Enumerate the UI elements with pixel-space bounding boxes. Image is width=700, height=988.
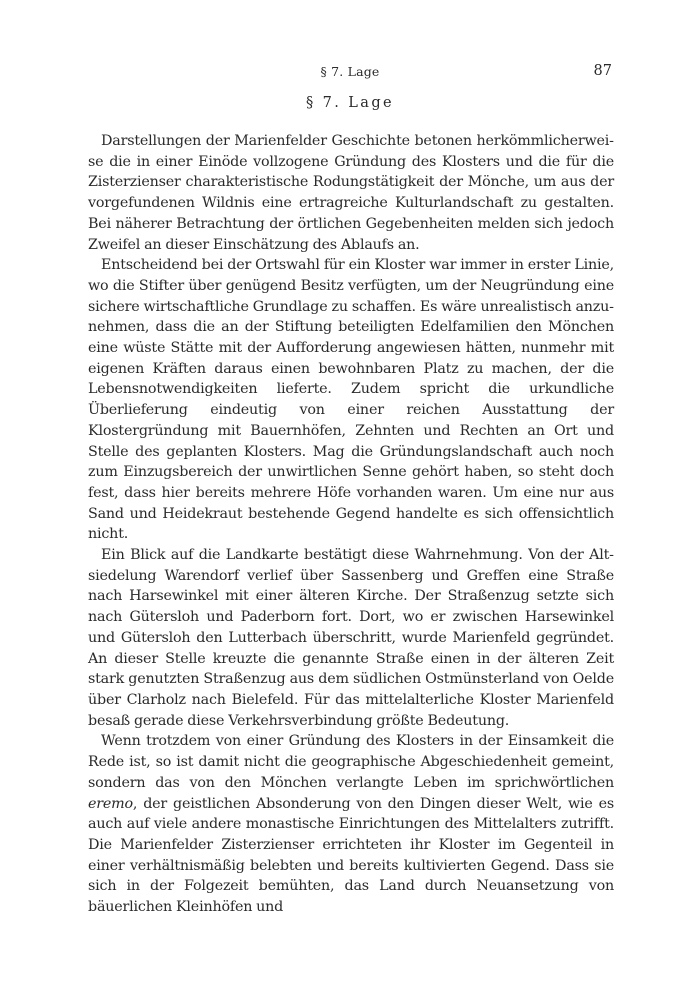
paragraph-text: Wenn trotzdem von einer Gründung des Klosters in der Einsamkeit die Rede ist, so ist damit nicht die geographische Abgeschiedenheit gemeint, sondern das von den Mönchen verlangte Leben im sprichwörtlichen [88, 733, 614, 791]
body-text [88, 131, 614, 918]
section-heading: § 7. Lage [305, 95, 395, 111]
running-title: § 7. Lage [320, 64, 380, 79]
paragraph: Ein Blick auf die Landkarte bestätigt diese Wahrnehmung. Von der Altsiedelung Warendorf verlief über Sassenberg und Greffen eine Straße nach Harsewinkel mit einer älteren Kirche. Der Straßenzug setzte sich nach Gütersloh und Paderborn fort. Dort, wo er zwischen Harsewinkel und Gütersloh den Lutterbach überschritt, wurde Marienfeld gegründet. An dieser Stelle kreuzte die genannte Straße einen in der älteren Zeit stark genutzten Straßenzug aus dem südlichen Ostmünsterland von Oelde über Clarholz nach Bielefeld. Für das mittelalterliche Kloster Marienfeld besaß gerade diese Verkehrsverbindung größte Bedeutung. [88, 547, 614, 729]
running-head [0, 64, 700, 82]
paragraph-text: , der geistlichen Absonderung von den Dingen dieser Welt, wie es auch auf viele andere monastische Einrichtungen des Mittelalters zutrifft. Die Marienfelder Zisterzienser errichteten ihr Kloster im Gegenteil in einer verhältnismäßig belebten und bereits kultivierten Gegend. Dass sie sich in der Folgezeit bemühten, das Land durch Neuansetzung von bäuerlichen Kleinhöfen und [88, 795, 614, 916]
paragraph [88, 731, 614, 917]
page-number: 87 [593, 63, 612, 79]
latin-term: eremo [88, 795, 133, 812]
paragraph: Darstellungen der Marienfelder Geschichte betonen herkömmlicherweise die in einer Einöde vollzogene Gründung des Klosters und die für die Zisterzienser charakteristische Rodungstätigkeit der Mönche, um aus der vorgefundenen Wildnis eine ertragreiche Kulturlandschaft zu gestalten. Bei näherer Betrachtung der örtlichen Gegebenheiten melden sich jedoch Zweifel an dieser Einschätzung des Ablaufs an. [88, 133, 614, 253]
paragraph: Entscheidend bei der Ortswahl für ein Kloster war immer in erster Linie, wo die Stifter über genügend Besitz verfügten, um der Neugründung eine sichere wirtschaftliche Grundlage zu schaffen. Es wäre unrealistisch anzunehmen, dass die an der Stiftung beteiligten Edelfamilien den Mönchen eine wüste Stätte mit der Aufforderung angewiesen hätten, nunmehr mit eigenen Kräften daraus einen bewohnbaren Platz zu machen, der die Lebensnotwendigkeiten lieferte. Zudem spricht die urkundliche Überlieferung eindeutig von einer reichen Ausstattung der Klostergründung mit Bauernhöfen, Zehnten und Rechten an Ort und Stelle des geplanten Klosters. Mag die Gründungslandschaft auch noch zum Einzugsbereich der unwirtlichen Senne gehört haben, so steht doch fest, dass hier bereits mehrere Höfe vorhanden waren. Um eine nur aus Sand und Heidekraut bestehende Gegend handelte es sich offensichtlich nicht. [88, 257, 614, 543]
